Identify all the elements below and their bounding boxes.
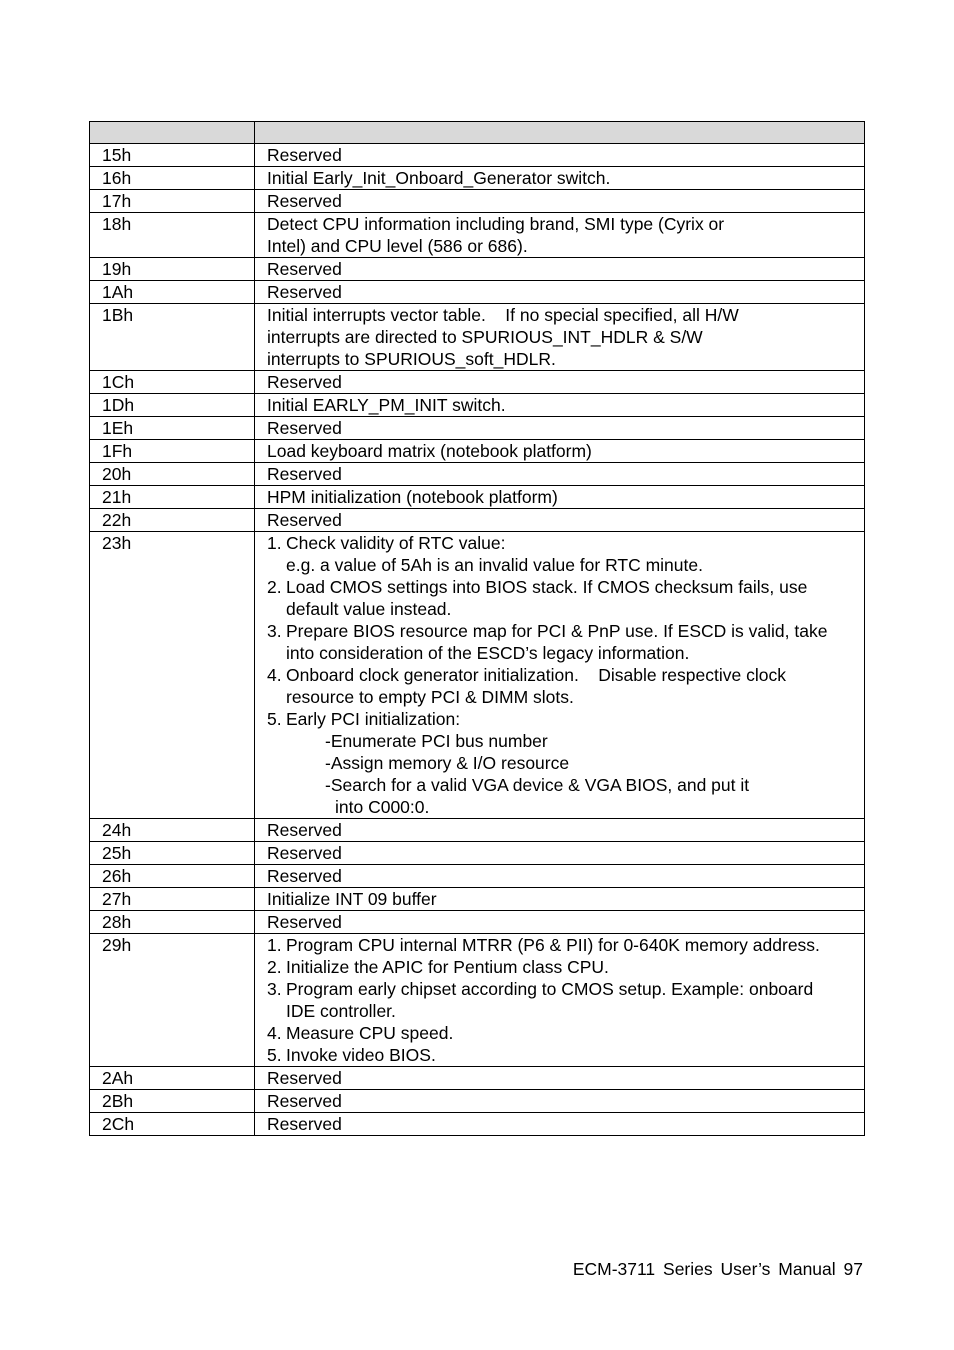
description-cell — [255, 888, 865, 911]
description-cell — [255, 190, 865, 213]
description-cell — [255, 486, 865, 509]
description-line: interrupts are directed to SPURIOUS_INT_HDLR & S/W — [267, 327, 703, 347]
post-code-table — [89, 121, 865, 1136]
step-text: e.g. a value of 5Ah is an invalid value for RTC minute. — [286, 555, 703, 575]
description-line: Reserved — [267, 820, 342, 840]
post-code-cell: 18h — [90, 213, 255, 258]
description-cell — [255, 532, 865, 819]
step-item — [267, 978, 864, 1022]
post-code-cell: 19h — [90, 258, 255, 281]
step-text: Prepare BIOS resource map for PCI & PnP use. If ESCD is valid, take — [286, 621, 828, 641]
description-line: Reserved — [267, 912, 342, 932]
table-header-row — [90, 122, 865, 144]
post-code-cell: 23h — [90, 532, 255, 819]
table-row — [90, 1090, 865, 1113]
description-line: Reserved — [267, 1114, 342, 1134]
post-code-cell: 25h — [90, 842, 255, 865]
step-item — [267, 1044, 864, 1066]
description-cell — [255, 440, 865, 463]
step-item — [267, 956, 864, 978]
step-text: Onboard clock generator initialization. Disable respective clock — [286, 665, 786, 685]
step-text: Initialize the APIC for Pentium class CPU. — [286, 957, 609, 977]
step-number: 3. — [267, 621, 282, 641]
description-cell — [255, 258, 865, 281]
table-row — [90, 281, 865, 304]
table-row — [90, 934, 865, 1067]
step-text: Early PCI initialization: — [286, 709, 461, 729]
table-row — [90, 304, 865, 371]
step-text: Program early chipset according to CMOS setup. Example: onboard — [286, 979, 814, 999]
step-item — [267, 620, 864, 664]
header-cell-code — [90, 122, 255, 144]
post-code-cell: 21h — [90, 486, 255, 509]
description-line: interrupts to SPURIOUS_soft_HDLR. — [267, 349, 556, 369]
description-line: Intel) and CPU level (586 or 686). — [267, 236, 528, 256]
step-text: into consideration of the ESCD’s legacy information. — [286, 643, 690, 663]
post-code-cell: 24h — [90, 819, 255, 842]
step-number: 5. — [267, 1045, 282, 1065]
description-cell — [255, 463, 865, 486]
description-line: Load keyboard matrix (notebook platform) — [267, 441, 592, 461]
description-line: Initial Early_Init_Onboard_Generator switch. — [267, 168, 611, 188]
description-line: Reserved — [267, 372, 342, 392]
header-cell-description — [255, 122, 865, 144]
post-code-cell: 2Ch — [90, 1113, 255, 1136]
step-text: default value instead. — [286, 599, 452, 619]
post-code-cell: 20h — [90, 463, 255, 486]
step-text: Invoke video BIOS. — [286, 1045, 436, 1065]
post-code-cell: 26h — [90, 865, 255, 888]
step-text: Measure CPU speed. — [286, 1023, 454, 1043]
sub-item-continuation: into C000:0. — [335, 797, 430, 817]
post-code-cell: 15h — [90, 144, 255, 167]
description-line: Reserved — [267, 843, 342, 863]
post-code-cell: 16h — [90, 167, 255, 190]
table-row — [90, 486, 865, 509]
step-text: IDE controller. — [286, 1001, 396, 1021]
step-text: Check validity of RTC value: — [286, 533, 506, 553]
post-code-cell: 17h — [90, 190, 255, 213]
description-cell — [255, 842, 865, 865]
description-cell — [255, 304, 865, 371]
description-line: Initial interrupts vector table. If no special specified, all H/W — [267, 305, 739, 325]
table-row — [90, 532, 865, 819]
description-cell — [255, 371, 865, 394]
table-row — [90, 213, 865, 258]
table-row — [90, 144, 865, 167]
table-row — [90, 888, 865, 911]
description-line: Reserved — [267, 1068, 342, 1088]
description-cell — [255, 865, 865, 888]
description-cell — [255, 167, 865, 190]
description-line: Reserved — [267, 282, 342, 302]
table-row — [90, 509, 865, 532]
step-text: Load CMOS settings into BIOS stack. If CMOS checksum fails, use — [286, 577, 808, 597]
post-code-cell: 1Dh — [90, 394, 255, 417]
post-code-cell: 28h — [90, 911, 255, 934]
table-row — [90, 190, 865, 213]
step-number: 1. — [267, 935, 282, 955]
post-code-cell: 22h — [90, 509, 255, 532]
step-text: Program CPU internal MTRR (P6 & PII) for 0-640K memory address. — [286, 935, 820, 955]
table-row — [90, 440, 865, 463]
step-number: 5. — [267, 709, 282, 729]
table-row — [90, 394, 865, 417]
step-number: 2. — [267, 577, 282, 597]
description-cell — [255, 144, 865, 167]
table-row — [90, 865, 865, 888]
description-line: Initial EARLY_PM_INIT switch. — [267, 395, 506, 415]
table-row — [90, 819, 865, 842]
table-row — [90, 842, 865, 865]
table-row — [90, 1067, 865, 1090]
description-line: HPM initialization (notebook platform) — [267, 487, 558, 507]
description-cell — [255, 934, 865, 1067]
step-item — [267, 532, 864, 576]
post-code-cell: 29h — [90, 934, 255, 1067]
table-row — [90, 417, 865, 440]
description-cell — [255, 1067, 865, 1090]
sub-item: -Assign memory & I/O resource — [325, 753, 570, 773]
table-row — [90, 463, 865, 486]
description-line: Initialize INT 09 buffer — [267, 889, 437, 909]
table-row — [90, 371, 865, 394]
post-code-cell: 1Eh — [90, 417, 255, 440]
description-line: Reserved — [267, 464, 342, 484]
step-number: 4. — [267, 665, 282, 685]
post-code-cell: 1Fh — [90, 440, 255, 463]
sub-item: -Search for a valid VGA device & VGA BIOS, and put it — [325, 775, 750, 795]
post-code-cell: 27h — [90, 888, 255, 911]
step-item — [267, 576, 864, 620]
description-line: Reserved — [267, 510, 342, 530]
description-cell — [255, 281, 865, 304]
description-line: Reserved — [267, 866, 342, 886]
description-cell — [255, 394, 865, 417]
description-cell — [255, 509, 865, 532]
post-code-cell: 1Ch — [90, 371, 255, 394]
post-code-cell: 1Bh — [90, 304, 255, 371]
step-item — [267, 1022, 864, 1044]
table-row — [90, 911, 865, 934]
step-item — [267, 708, 864, 730]
post-code-cell: 2Ah — [90, 1067, 255, 1090]
table-row — [90, 1113, 865, 1136]
step-number: 2. — [267, 957, 282, 977]
description-cell — [255, 213, 865, 258]
description-line: Reserved — [267, 1091, 342, 1111]
post-code-cell: 1Ah — [90, 281, 255, 304]
step-list — [267, 532, 864, 730]
table-row — [90, 258, 865, 281]
step-number: 4. — [267, 1023, 282, 1043]
description-cell — [255, 1113, 865, 1136]
description-cell — [255, 417, 865, 440]
description-cell — [255, 911, 865, 934]
post-code-cell: 2Bh — [90, 1090, 255, 1113]
description-line: Reserved — [267, 145, 342, 165]
table-row — [90, 167, 865, 190]
step-number: 3. — [267, 979, 282, 999]
page-footer: ECM-3711 Series User’s Manual 97 — [572, 1259, 863, 1279]
description-line: Reserved — [267, 191, 342, 211]
step-text: resource to empty PCI & DIMM slots. — [286, 687, 574, 707]
description-cell — [255, 1090, 865, 1113]
description-cell — [255, 819, 865, 842]
sub-item: -Enumerate PCI bus number — [325, 731, 548, 751]
step-item — [267, 934, 864, 956]
description-line: Reserved — [267, 259, 342, 279]
description-line: Reserved — [267, 418, 342, 438]
step-number: 1. — [267, 533, 282, 553]
step-list — [267, 934, 864, 1066]
description-line: Detect CPU information including brand, SMI type (Cyrix or — [267, 214, 725, 234]
step-item — [267, 664, 864, 708]
